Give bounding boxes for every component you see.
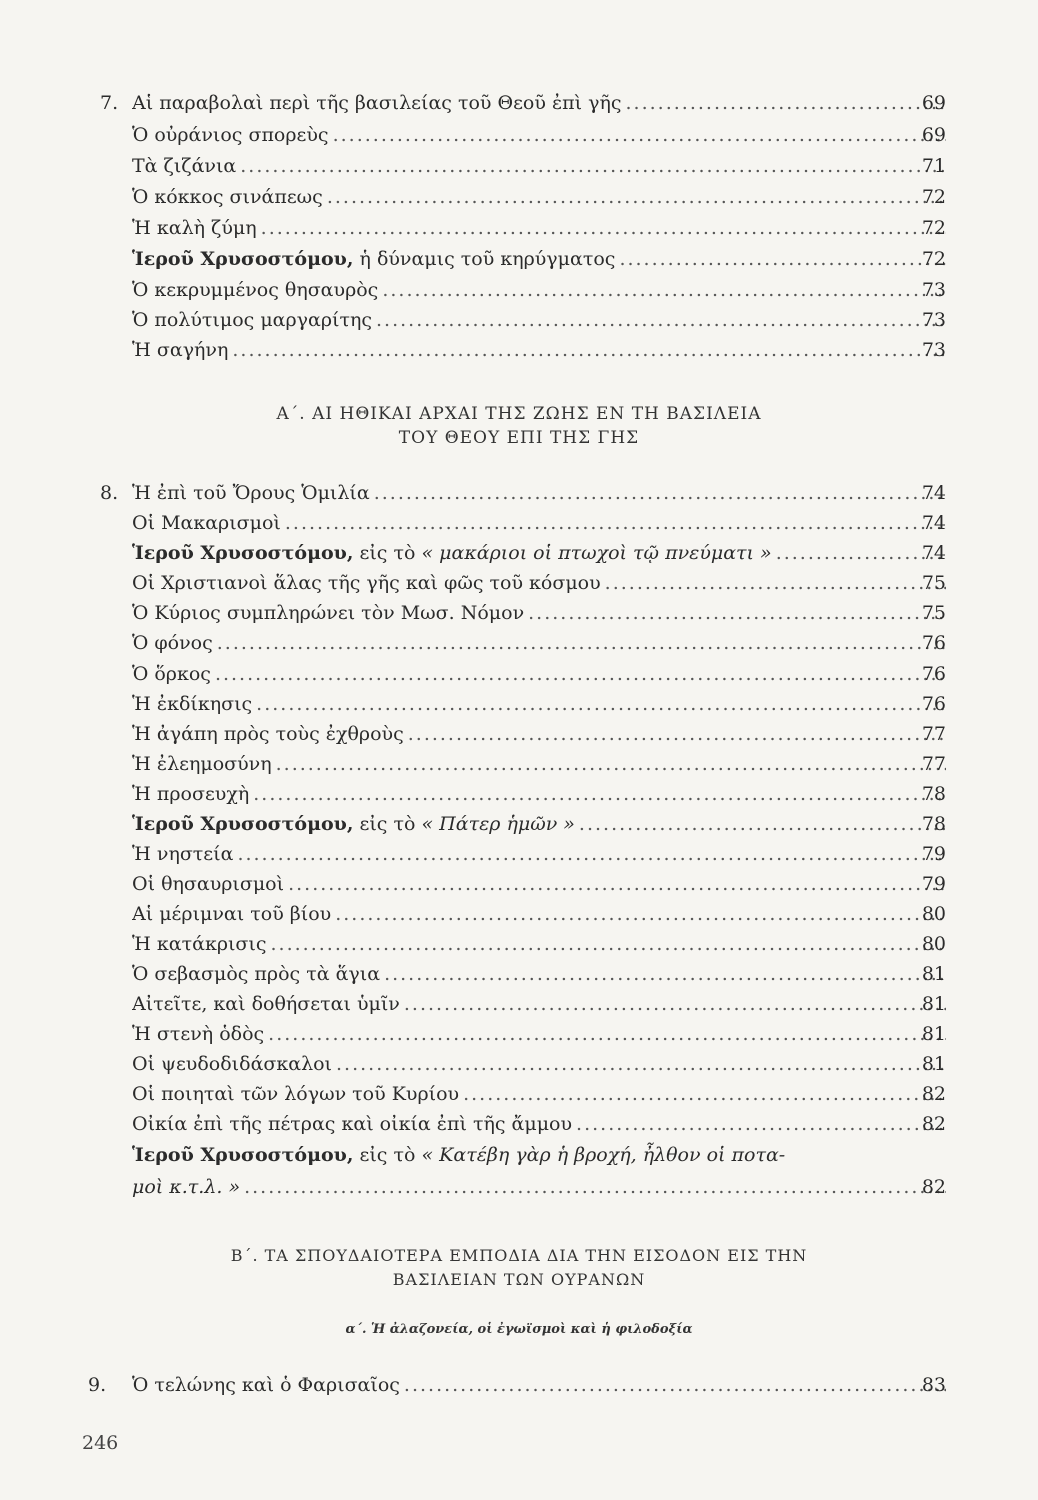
entry-quote: μοὶ κ.τ.λ. » <box>132 1176 241 1198</box>
entry-title: Ἡ στενὴ ὁδὸς <box>132 1023 265 1045</box>
entry-page: 81 <box>921 1053 946 1075</box>
toc-entry <box>0 568 1038 598</box>
entry-title: Αἰτεῖτε, καὶ δοθήσεται ὑμῖν <box>132 993 400 1015</box>
heading-line: ΒΑΣΙΛΕΙΑΝ ΤΩΝ ΟΥΡΑΝΩΝ <box>392 1270 646 1289</box>
entry-title: Ἡ ἐπὶ τοῦ Ὄρους Ὁμιλία <box>132 482 370 504</box>
entry-title: Τὰ ζιζάνια <box>132 155 237 177</box>
toc-entry <box>0 749 1038 779</box>
entry-number: 7. <box>100 92 119 114</box>
toc-entry <box>0 839 1038 869</box>
entry-title: Οἱ ποιηταὶ τῶν λόγων τοῦ Κυρίου <box>132 1083 460 1105</box>
toc-entry <box>0 244 1038 274</box>
entry-page: 82 <box>921 1113 946 1135</box>
section-heading-a <box>0 402 1038 450</box>
entry-title: Ὁ σεβασμὸς πρὸς τὰ ἅγια <box>132 963 381 985</box>
entry-title: Ἡ ἀγάπη πρὸς τοὺς ἐχθροὺς <box>132 723 404 745</box>
entry-title: Ὁ φόνος <box>132 632 213 654</box>
entry-page: 69 <box>921 124 946 146</box>
toc-entry <box>0 659 1038 689</box>
entry-title: εἰς τὸ <box>359 1144 416 1166</box>
entry-title: Ἡ ἐκδίκησις <box>132 693 253 715</box>
toc-entry <box>0 929 1038 959</box>
entry-page: 81 <box>921 963 946 985</box>
entry-author: Ἱεροῦ Χρυσοστόμου, <box>132 248 354 270</box>
entry-page: 76 <box>921 693 946 715</box>
entry-number: 9. <box>88 1374 107 1396</box>
toc-entry <box>0 809 1038 839</box>
heading-line: ΤΟΥ ΘΕΟΥ ΕΠΙ ΤΗΣ ΓΗΣ <box>398 428 640 448</box>
entry-title: Οἱ Χριστιανοὶ ἅλας τῆς γῆς καὶ φῶς τοῦ κόσμου <box>132 572 601 594</box>
entry-title: Ὁ τελώνης καὶ ὁ Φαρισαῖος <box>132 1374 400 1396</box>
entry-author: Ἱεροῦ Χρυσοστόμου, <box>132 1144 354 1166</box>
entry-author: Ἱεροῦ Χρυσοστόμου, <box>132 813 354 835</box>
entry-page: 78 <box>921 813 946 835</box>
entry-title: εἰς τὸ <box>359 542 416 564</box>
page-number: 246 <box>82 1432 119 1454</box>
entry-title: Αἱ παραβολαὶ περὶ τῆς βασιλείας τοῦ Θεοῦ ἐπὶ γῆς <box>132 92 622 114</box>
toc-entry-multiline <box>0 1140 1038 1170</box>
toc-entry <box>0 538 1038 568</box>
entry-title: Αἱ μέριμναι τοῦ βίου <box>132 903 332 925</box>
toc-entry <box>0 628 1038 658</box>
toc-entry <box>0 1019 1038 1049</box>
toc-entry <box>0 719 1038 749</box>
heading-line: Β΄. ΤΑ ΣΠΟΥΔΑΙΟΤΕΡΑ ΕΜΠΟΔΙΑ ΔΙΑ ΤΗΝ ΕΙΣΟΔΟΝ ΕΙΣ ΤΗΝ <box>230 1246 808 1265</box>
toc-entry <box>0 869 1038 899</box>
entry-title: Ὁ Κύριος συμπληρώνει τὸν Μωσ. Νόμον <box>132 602 525 624</box>
entry-page: 76 <box>921 663 946 685</box>
entry-title: Ἡ νηστεία <box>132 843 234 865</box>
entry-page: 74 <box>921 482 946 504</box>
subheading-b: α΄. Ἡ ἀλαζονεία, οἱ ἐγωϊσμοὶ καὶ ἡ φιλοδοξία <box>345 1322 693 1337</box>
toc-entry <box>0 213 1038 243</box>
toc-entry <box>0 478 1038 508</box>
toc-entry <box>0 1370 1038 1400</box>
entry-title: Ἡ καλὴ ζύμη <box>132 217 257 239</box>
entry-page: 82 <box>921 1083 946 1105</box>
entry-page: 76 <box>921 632 946 654</box>
toc-entry <box>0 1079 1038 1109</box>
toc-entry <box>0 88 1038 118</box>
entry-title: Ἡ ἐλεημοσύνη <box>132 753 272 775</box>
entry-title: Οἱ Μακαρισμοὶ <box>132 512 281 534</box>
entry-title: Ὁ κόκκος σινάπεως <box>132 186 323 208</box>
entry-page: 77 <box>921 723 946 745</box>
toc-entry <box>0 335 1038 365</box>
entry-title: εἰς τὸ <box>359 813 416 835</box>
entry-title: Ὁ οὐράνιος σπορεὺς <box>132 124 329 146</box>
entry-page: 83 <box>921 1374 946 1396</box>
entry-title: Οἰκία ἐπὶ τῆς πέτρας καὶ οἰκία ἐπὶ τῆς ἄμμου <box>132 1113 573 1135</box>
entry-title: ἡ δύναμις τοῦ κηρύγματος <box>359 248 616 270</box>
entry-page: 69 <box>921 92 946 114</box>
entry-page: 77 <box>921 753 946 775</box>
entry-page: 80 <box>921 933 946 955</box>
entry-title: Ἡ κατάκρισις <box>132 933 267 955</box>
entry-title: Ὁ ὅρκος <box>132 663 211 685</box>
toc-entry <box>0 1109 1038 1139</box>
entry-page: 73 <box>921 279 946 301</box>
entry-page: 80 <box>921 903 946 925</box>
entry-title: Οἱ θησαυρισμοὶ <box>132 873 285 895</box>
toc-entry <box>0 989 1038 1019</box>
toc-entry <box>0 779 1038 809</box>
entry-page: 75 <box>921 572 946 594</box>
entry-page: 78 <box>921 783 946 805</box>
heading-line: Α΄. ΑΙ ΗΘΙΚΑΙ ΑΡΧΑΙ ΤΗΣ ΖΩΗΣ ΕΝ ΤΗ ΒΑΣΙΛΕΙΑ <box>276 404 762 424</box>
entry-page: 75 <box>921 602 946 624</box>
entry-page: 79 <box>921 843 946 865</box>
entry-page: 74 <box>921 542 946 564</box>
entry-page: 72 <box>921 217 946 239</box>
toc-entry <box>0 689 1038 719</box>
toc-entry <box>0 1049 1038 1079</box>
entry-page: 82 <box>921 1176 946 1198</box>
toc-entry <box>0 120 1038 150</box>
toc-entry <box>0 598 1038 628</box>
entry-quote: « μακάριοι οἱ πτωχοὶ τῷ πνεύματι » <box>421 542 772 564</box>
entry-page: 73 <box>921 309 946 331</box>
entry-page: 73 <box>921 339 946 361</box>
toc-entry <box>0 151 1038 181</box>
entry-page: 79 <box>921 873 946 895</box>
entry-author: Ἱεροῦ Χρυσοστόμου, <box>132 542 354 564</box>
entry-title: Ὁ πολύτιμος μαργαρίτης <box>132 309 373 331</box>
toc-entry <box>0 508 1038 538</box>
entry-page: 74 <box>921 512 946 534</box>
entry-number: 8. <box>100 482 119 504</box>
entry-quote: « Κατέβη γὰρ ἡ βροχή, ἦλθον οἱ ποτα- <box>421 1144 786 1166</box>
entry-title: Ἡ προσευχὴ <box>132 783 250 805</box>
toc-entry <box>0 959 1038 989</box>
entry-page: 81 <box>921 1023 946 1045</box>
toc-entry <box>0 275 1038 305</box>
toc-entry-continuation <box>0 1172 1038 1202</box>
toc-entry <box>0 899 1038 929</box>
entry-page: 71 <box>921 155 946 177</box>
toc-entry <box>0 182 1038 212</box>
entry-page: 81 <box>921 993 946 1015</box>
entry-page: 72 <box>921 186 946 208</box>
entry-quote: « Πάτερ ἡμῶν » <box>421 813 575 835</box>
toc-entry <box>0 305 1038 335</box>
entry-title: Ὁ κεκρυμμένος θησαυρὸς <box>132 279 379 301</box>
entry-title: Οἱ ψευδοδιδάσκαλοι <box>132 1053 333 1075</box>
section-heading-b <box>0 1244 1038 1292</box>
entry-page: 72 <box>921 248 946 270</box>
entry-title: Ἡ σαγήνη <box>132 339 229 361</box>
